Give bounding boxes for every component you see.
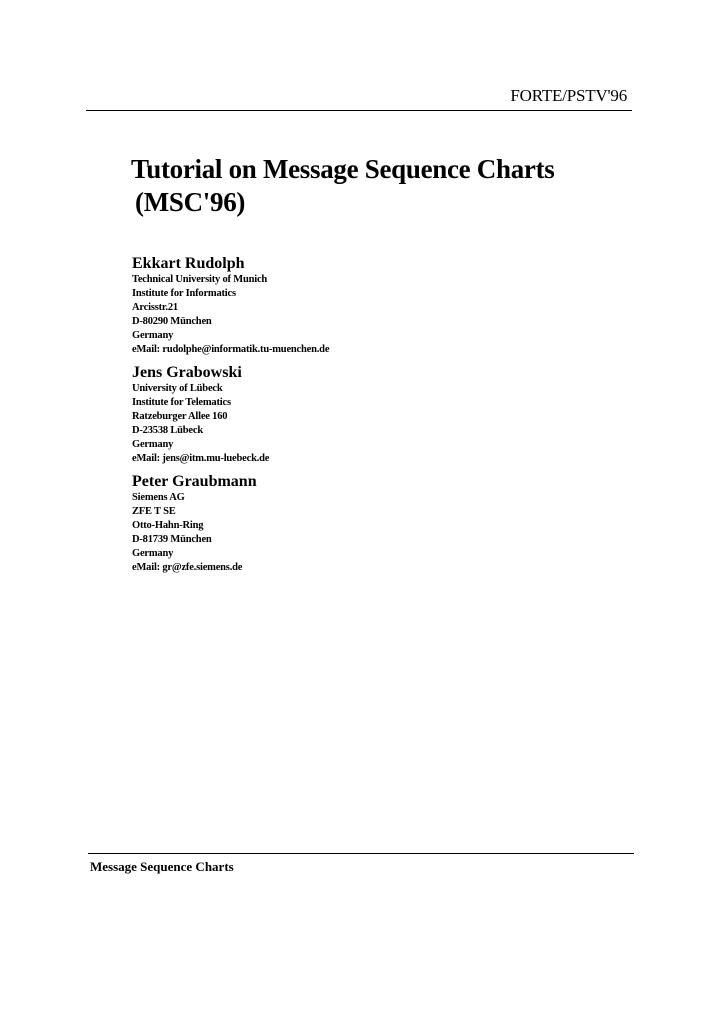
running-footer: Message Sequence Charts — [90, 859, 234, 874]
author-name: Ekkart Rudolph — [132, 255, 245, 272]
affiliation-institute: Institute for Telematics — [132, 397, 231, 408]
address-street: Arcisstr.21 — [132, 302, 178, 313]
author-email: eMail: rudolphe@informatik.tu-muenchen.de — [132, 344, 330, 355]
affiliation-university: University of Lübeck — [132, 383, 223, 394]
title-line-1: Tutorial on Message Sequence Charts — [131, 154, 555, 184]
author-name: Peter Graubmann — [132, 473, 257, 490]
affiliation-university: Technical University of Munich — [132, 274, 268, 285]
author-block-rudolph — [132, 254, 632, 357]
address-country: Germany — [132, 548, 174, 559]
address-country: Germany — [132, 439, 174, 450]
running-header: FORTE/PSTV'96 — [510, 86, 627, 105]
header-divider — [86, 110, 632, 111]
address-city: D-80290 München — [132, 316, 212, 327]
author-email: eMail: gr@zfe.siemens.de — [132, 562, 243, 573]
address-city: D-23538 Lübeck — [132, 425, 203, 436]
author-block-graubmann — [132, 472, 632, 575]
affiliation-institute: Institute for Informatics — [132, 288, 236, 299]
footer-divider — [88, 853, 634, 854]
address-country: Germany — [132, 330, 174, 341]
address-city: D-81739 München — [132, 534, 212, 545]
author-block-grabowski — [132, 363, 632, 466]
affiliation-company: Siemens AG — [132, 492, 185, 503]
author-email: eMail: jens@itm.mu-luebeck.de — [132, 453, 270, 464]
author-list — [132, 254, 632, 581]
affiliation-department: ZFE T SE — [132, 506, 176, 517]
author-name: Jens Grabowski — [132, 364, 242, 381]
paper-title — [131, 153, 651, 219]
address-street: Otto-Hahn-Ring — [132, 520, 204, 531]
title-line-2: (MSC'96) — [135, 187, 246, 217]
address-street: Ratzeburger Allee 160 — [132, 411, 228, 422]
